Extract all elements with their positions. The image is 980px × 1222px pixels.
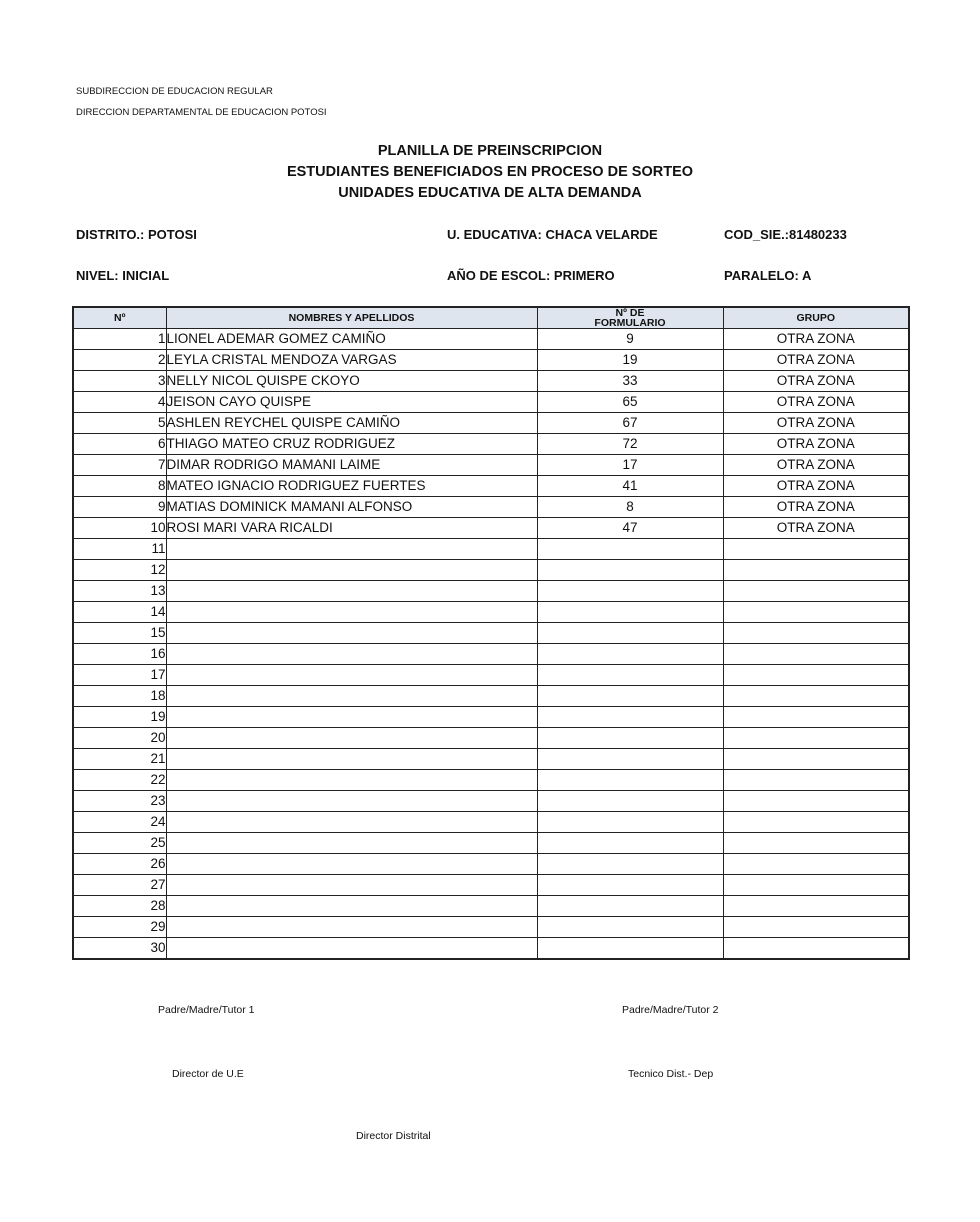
row-name <box>166 707 537 728</box>
row-group <box>723 707 909 728</box>
header-form-line1: Nº DE <box>615 307 645 319</box>
header-num: Nº <box>73 307 166 329</box>
row-name <box>166 938 537 960</box>
row-group: OTRA ZONA <box>723 329 909 350</box>
row-form-number <box>537 539 723 560</box>
row-form-number <box>537 581 723 602</box>
row-form-number <box>537 896 723 917</box>
row-form-number: 41 <box>537 476 723 497</box>
row-name: MATIAS DOMINICK MAMANI ALFONSO <box>166 497 537 518</box>
row-name <box>166 560 537 581</box>
row-number: 13 <box>73 581 166 602</box>
row-number: 10 <box>73 518 166 539</box>
row-group: OTRA ZONA <box>723 518 909 539</box>
row-group <box>723 896 909 917</box>
row-number: 3 <box>73 371 166 392</box>
row-group <box>723 812 909 833</box>
row-number: 16 <box>73 644 166 665</box>
row-number: 8 <box>73 476 166 497</box>
row-group <box>723 833 909 854</box>
row-name <box>166 728 537 749</box>
meta-paralelo: PARALELO: A <box>724 268 812 283</box>
row-number: 30 <box>73 938 166 960</box>
row-number: 5 <box>73 413 166 434</box>
header-group: GRUPO <box>723 307 909 329</box>
row-group <box>723 770 909 791</box>
meta-cod-sie: COD_SIE.:81480233 <box>724 227 847 242</box>
row-name <box>166 581 537 602</box>
table-row <box>73 371 909 392</box>
table-row <box>73 665 909 686</box>
row-group <box>723 854 909 875</box>
row-form-number <box>537 854 723 875</box>
row-group <box>723 581 909 602</box>
row-name <box>166 749 537 770</box>
row-number: 9 <box>73 497 166 518</box>
row-form-number: 67 <box>537 413 723 434</box>
signature-tecnico: Tecnico Dist.- Dep <box>628 1068 714 1080</box>
signature-tutor2: Padre/Madre/Tutor 2 <box>622 1004 719 1016</box>
row-group <box>723 938 909 960</box>
row-form-number: 19 <box>537 350 723 371</box>
row-group <box>723 560 909 581</box>
row-form-number <box>537 833 723 854</box>
row-name: THIAGO MATEO CRUZ RODRIGUEZ <box>166 434 537 455</box>
row-name <box>166 833 537 854</box>
row-name <box>166 812 537 833</box>
row-group <box>723 602 909 623</box>
title-1: PLANILLA DE PREINSCRIPCION <box>377 143 603 159</box>
row-name <box>166 644 537 665</box>
row-number: 7 <box>73 455 166 476</box>
row-form-number: 17 <box>537 455 723 476</box>
row-group <box>723 749 909 770</box>
row-name: JEISON CAYO QUISPE <box>166 392 537 413</box>
row-form-number <box>537 728 723 749</box>
row-number: 14 <box>73 602 166 623</box>
row-form-number <box>537 686 723 707</box>
row-name <box>166 875 537 896</box>
header-line-2: DIRECCION DEPARTAMENTAL DE EDUCACION POTOSI <box>76 107 327 118</box>
students-table <box>72 306 910 960</box>
row-form-number: 47 <box>537 518 723 539</box>
row-name <box>166 539 537 560</box>
row-group: OTRA ZONA <box>723 476 909 497</box>
row-number: 24 <box>73 812 166 833</box>
row-number: 20 <box>73 728 166 749</box>
row-form-number <box>537 917 723 938</box>
table-row <box>73 917 909 938</box>
table-row <box>73 581 909 602</box>
row-name: LEYLA CRISTAL MENDOZA VARGAS <box>166 350 537 371</box>
header-name: NOMBRES Y APELLIDOS <box>166 307 537 329</box>
row-number: 15 <box>73 623 166 644</box>
row-group <box>723 875 909 896</box>
row-name <box>166 791 537 812</box>
header-form <box>537 307 723 329</box>
row-name: ASHLEN REYCHEL QUISPE CAMIÑO <box>166 413 537 434</box>
row-form-number: 9 <box>537 329 723 350</box>
row-number: 17 <box>73 665 166 686</box>
row-group: OTRA ZONA <box>723 455 909 476</box>
table-row <box>73 770 909 791</box>
row-number: 21 <box>73 749 166 770</box>
row-name <box>166 854 537 875</box>
signature-director-distrital: Director Distrital <box>356 1130 431 1142</box>
row-name <box>166 896 537 917</box>
table-row <box>73 707 909 728</box>
row-name: MATEO IGNACIO RODRIGUEZ FUERTES <box>166 476 537 497</box>
row-number: 11 <box>73 539 166 560</box>
table-row <box>73 833 909 854</box>
table-row <box>73 896 909 917</box>
table-row <box>73 728 909 749</box>
table-row <box>73 434 909 455</box>
row-group <box>723 728 909 749</box>
row-form-number: 33 <box>537 371 723 392</box>
table-row <box>73 812 909 833</box>
row-name: ROSI MARI VARA RICALDI <box>166 518 537 539</box>
row-name <box>166 665 537 686</box>
row-group <box>723 665 909 686</box>
table-row <box>73 938 909 960</box>
row-name: LIONEL ADEMAR GOMEZ CAMIÑO <box>166 329 537 350</box>
table-row <box>73 644 909 665</box>
row-number: 25 <box>73 833 166 854</box>
table-row <box>73 560 909 581</box>
row-group <box>723 686 909 707</box>
row-name <box>166 917 537 938</box>
row-number: 4 <box>73 392 166 413</box>
header-form-line2: FORMULARIO <box>594 317 666 329</box>
row-number: 12 <box>73 560 166 581</box>
row-number: 29 <box>73 917 166 938</box>
row-group: OTRA ZONA <box>723 434 909 455</box>
table-row <box>73 455 909 476</box>
table-row <box>73 329 909 350</box>
row-name <box>166 623 537 644</box>
row-group: OTRA ZONA <box>723 413 909 434</box>
signature-tutor1: Padre/Madre/Tutor 1 <box>158 1004 255 1016</box>
table-row <box>73 350 909 371</box>
row-number: 28 <box>73 896 166 917</box>
row-number: 19 <box>73 707 166 728</box>
row-group: OTRA ZONA <box>723 392 909 413</box>
row-group: OTRA ZONA <box>723 497 909 518</box>
table-row <box>73 686 909 707</box>
table-row <box>73 497 909 518</box>
table-row <box>73 854 909 875</box>
row-group <box>723 539 909 560</box>
table-row <box>73 875 909 896</box>
row-form-number <box>537 791 723 812</box>
row-form-number <box>537 602 723 623</box>
row-form-number <box>537 875 723 896</box>
row-form-number <box>537 770 723 791</box>
row-number: 27 <box>73 875 166 896</box>
table-row <box>73 392 909 413</box>
row-group: OTRA ZONA <box>723 350 909 371</box>
row-form-number <box>537 644 723 665</box>
row-form-number <box>537 560 723 581</box>
row-number: 18 <box>73 686 166 707</box>
row-form-number <box>537 623 723 644</box>
row-form-number: 8 <box>537 497 723 518</box>
meta-unidad: U. EDUCATIVA: CHACA VELARDE <box>447 227 658 242</box>
row-name: NELLY NICOL QUISPE CKOYO <box>166 371 537 392</box>
table-row <box>73 539 909 560</box>
row-form-number <box>537 665 723 686</box>
header-line-1: SUBDIRECCION DE EDUCACION REGULAR <box>76 86 273 97</box>
row-group <box>723 917 909 938</box>
row-number: 2 <box>73 350 166 371</box>
table-row <box>73 602 909 623</box>
row-name <box>166 686 537 707</box>
row-number: 26 <box>73 854 166 875</box>
row-name <box>166 602 537 623</box>
row-name: DIMAR RODRIGO MAMANI LAIME <box>166 455 537 476</box>
row-group: OTRA ZONA <box>723 371 909 392</box>
table-row <box>73 476 909 497</box>
row-group <box>723 644 909 665</box>
title-3: UNIDADES EDUCATIVA DE ALTA DEMANDA <box>338 185 642 201</box>
row-name <box>166 770 537 791</box>
signature-director-ue: Director de U.E <box>172 1068 244 1080</box>
row-number: 6 <box>73 434 166 455</box>
table-row <box>73 791 909 812</box>
row-form-number <box>537 938 723 960</box>
row-form-number: 72 <box>537 434 723 455</box>
table-row <box>73 518 909 539</box>
meta-distrito: DISTRITO.: POTOSI <box>76 227 197 242</box>
meta-anio: AÑO DE ESCOL: PRIMERO <box>447 268 615 283</box>
table-row <box>73 623 909 644</box>
row-number: 23 <box>73 791 166 812</box>
table-header-row <box>73 307 909 329</box>
row-number: 1 <box>73 329 166 350</box>
table-row <box>73 749 909 770</box>
title-2: ESTUDIANTES BENEFICIADOS EN PROCESO DE SORTEO <box>286 164 694 180</box>
row-number: 22 <box>73 770 166 791</box>
table-row <box>73 413 909 434</box>
row-form-number <box>537 749 723 770</box>
row-group <box>723 623 909 644</box>
row-group <box>723 791 909 812</box>
meta-nivel: NIVEL: INICIAL <box>76 268 170 283</box>
row-form-number: 65 <box>537 392 723 413</box>
row-form-number <box>537 707 723 728</box>
row-form-number <box>537 812 723 833</box>
